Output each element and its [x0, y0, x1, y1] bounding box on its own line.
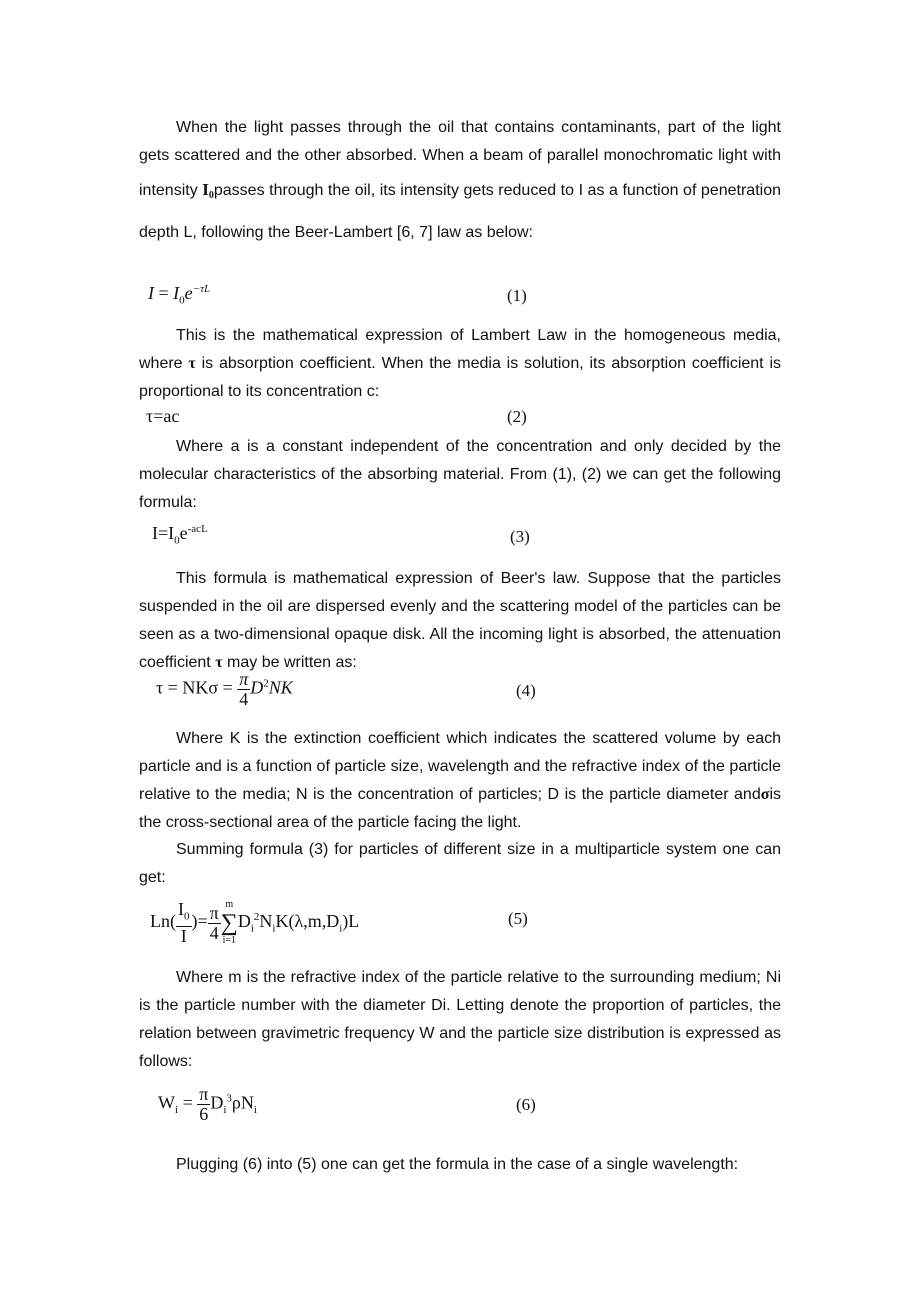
paragraph-plugging: [139, 1151, 781, 1179]
text-segment: Where K is the extinction coefficient which indicates the scattered volume by each particle and is a function of particle size, wavelength and the refractive index of the particle relative to the media; N is the concentration of particles; D is the particle diameter and: [139, 730, 781, 803]
text-segment: Where m is the refractive index of the particle relative to the surrounding medium; Ni is the particle number with the diameter Di. Letting denote the proportion of particles, the relation between gravimetric frequency W and the particle size distribution is expressed as follows:: [139, 969, 781, 1070]
paragraph-summing-formula: [139, 836, 781, 892]
equation-1-number: (1): [507, 286, 527, 305]
text-segment: Where a is a constant independent of the concentration and only decided by the molecular characteristics of the absorbing material. From (1), (2) we can get the following formula:: [139, 438, 781, 511]
fraction: $\frac{I_0}{I}$: [178, 898, 190, 947]
text-segment: This is the mathematical expression of Lambert Law in the homogeneous media, where: [139, 327, 781, 372]
tau-symbol: τ: [188, 355, 196, 372]
sigma-symbol: σ: [760, 786, 770, 803]
equation-5: Ln( $\frac{I_0}{I}$ )= $\frac{\pi}{4}$ m ∑ i=1 $D_i^2N_iK(\lambda,m,D_i)L$: [150, 898, 360, 947]
equation-4-number: (4): [516, 681, 536, 700]
paragraph-beers-law: [139, 565, 781, 677]
equation-6: $W_i$ = $\frac{\pi}{6}$ $D_i^3\rho N_i$: [158, 1084, 257, 1124]
equation-1: $I = I_0e^{-\tau L}$: [148, 283, 211, 307]
paragraph-extinction-coefficient: [139, 725, 781, 837]
text-segment: passes through the oil, its intensity gets reduced to I as a function of penetration depth L, following the Beer-Lambert [6, 7] law as below:: [139, 182, 781, 241]
equation-3-number: (3): [510, 527, 530, 546]
equation-2-number: (2): [507, 407, 527, 426]
fraction: $\frac{\pi}{6}$: [199, 1084, 209, 1124]
text-segment: is absorption coefficient. When the media is solution, its absorption coefficient is proportional to its concentration c:: [139, 355, 781, 400]
paragraph-beer-lambert-intro: [139, 114, 781, 254]
equation-6-number: (6): [516, 1095, 536, 1114]
equation-4: τ = NKσ = $\frac{\pi}{4}$ $D^2NK$: [156, 669, 293, 709]
intensity-symbol: $I_0$: [202, 180, 214, 201]
text-segment: Summing formula (3) for particles of different size in a multiparticle system one can get:: [139, 841, 781, 886]
paragraph-lambert-law: [139, 322, 781, 406]
text-segment: may be written as:: [222, 654, 357, 671]
text-segment: When the light passes through the oil that contains contaminants, part of the light gets scattered and the other absorbed. When a beam of parallel monochromatic light with intensity: [139, 119, 781, 199]
tau-symbol: τ: [215, 654, 223, 671]
fraction: $\frac{\pi}{4}$: [209, 902, 219, 943]
paragraph-refractive-index: [139, 964, 781, 1076]
equation-3: $I=I_0e^{-acL}$: [152, 523, 208, 547]
text-segment: This formula is mathematical expression of Beer's law. Suppose that the particles suspended in the oil are dispersed evenly and the scattering model of the particles can be seen as a two-dimensional opaque disk. All the incoming light is absorbed, the attenuation coefficient: [139, 570, 781, 671]
paragraph-constant-a: [139, 433, 781, 517]
text-segment: is the cross-sectional area of the particle facing the light.: [139, 786, 781, 831]
fraction: $\frac{\pi}{4}$: [239, 669, 249, 709]
summation: m ∑ i=1: [220, 899, 238, 946]
equation-2: τ=ac: [146, 406, 180, 426]
text-segment: Plugging (6) into (5) one can get the formula in the case of a single wavelength:: [176, 1156, 739, 1173]
equation-5-number: (5): [508, 909, 528, 928]
